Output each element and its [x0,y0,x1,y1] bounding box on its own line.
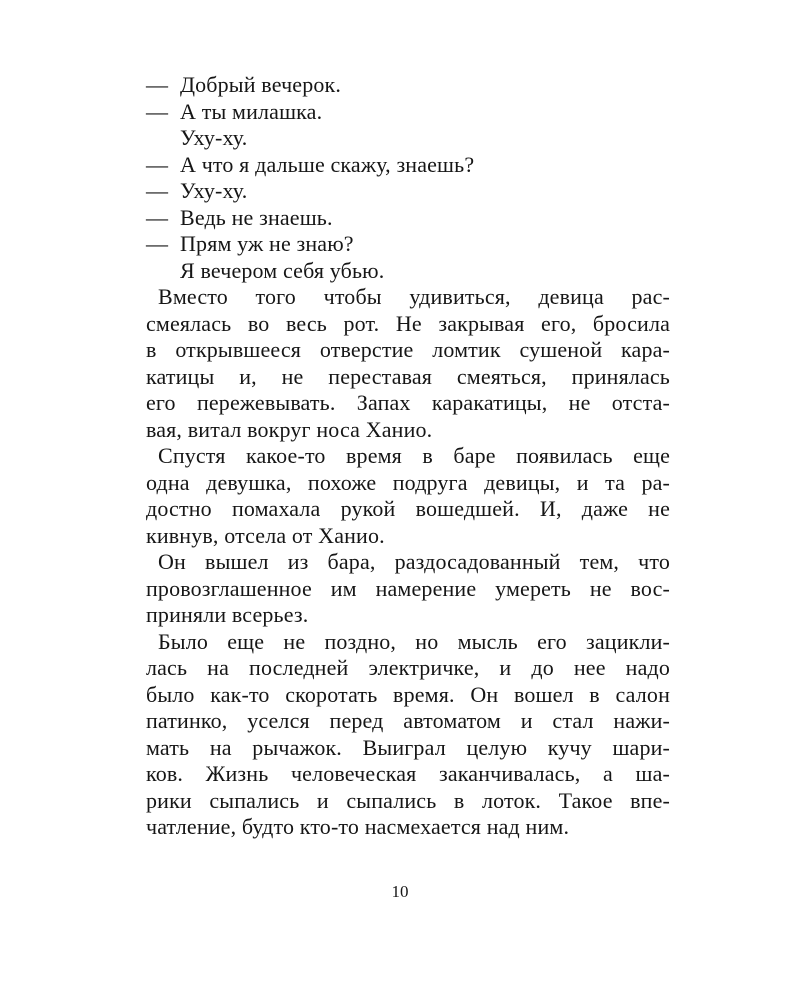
paragraph-line: достно помахала рукой вошедшей. И, даже не [146,496,670,521]
dialogue-line [146,258,670,285]
paragraph-line: лась на последней электричке, и до нее надо [146,655,670,680]
paragraph [146,549,670,629]
dialogue-dash: — [146,204,169,230]
paragraph-line: Было еще не поздно, но мысль его зацикли- [158,628,670,654]
paragraph-line: рики сыпались и сыпались в лоток. Такое впе- [146,787,670,813]
dialogue-line [146,125,670,152]
paragraph-line: патинко, уселся перед автоматом и стал нажи- [146,708,670,733]
dialogue-dash: — [146,231,169,256]
paragraph-line: его пережевывать. Запах каракатицы, не отста- [146,390,670,415]
dialogue-text: Уху-ху. [180,125,248,150]
paragraph-line: чатление, будто кто-то насмехается над ним. [146,814,570,839]
dialogue-text: А ты милашка. [180,98,323,124]
paragraph-line: Вместо того чтобы удивиться, девица рас- [158,284,670,309]
dialogue-text: Я вечером себя убью. [180,257,385,283]
dialogue-dash: — [146,151,169,177]
dialogue-text: Уху-ху. [180,178,248,203]
dialogue-dash: — [146,98,169,124]
dialogue-text: Прям уж не знаю? [180,231,354,256]
paragraph-line: в открывшееся отверстие ломтик сушеной кара- [146,337,670,362]
paragraph [146,443,670,549]
paragraph-line: провозглашенное им намерение умереть не вос- [146,575,670,601]
dialogue-dash: — [146,72,169,97]
body-text [146,72,670,841]
dialogue-text: А что я дальше скажу, знаешь? [180,151,475,177]
dialogue-line [146,99,670,126]
paragraph-line: катицы и, не переставая смеяться, принялась [146,363,670,389]
dialogue-line [146,72,670,99]
paragraph-line: Спустя какое-то время в баре появилась еще [158,443,670,468]
dialogue-text: Добрый вечерок. [180,72,341,97]
paragraph-line: вая, витал вокруг носа Ханио. [146,416,433,442]
dialogue-line [146,205,670,232]
dialogue-line [146,231,670,258]
dialogue-line [146,178,670,205]
dialogue-line [146,152,670,179]
dialogue-text: Ведь не знаешь. [180,204,333,230]
paragraph-line: мать на рычажок. Выиграл целую кучу шари- [146,734,670,760]
page-number: 10 [391,882,409,901]
paragraph [146,629,670,841]
paragraph [146,284,670,443]
paragraph-line: приняли всерьез. [146,602,309,627]
paragraph-line: смеялась во весь рот. Не закрывая его, бросила [146,310,670,336]
paragraph-line: Он вышел из бара, раздосадованный тем, что [158,549,670,574]
paragraph-line: было как-то скоротать время. Он вошел в салон [146,681,670,707]
paragraph-line: кивнув, отсела от Ханио. [146,522,385,548]
paragraph-line: одна девушка, похоже подруга девицы, и та ра- [146,469,670,495]
dialogue-dash: — [146,178,169,203]
paragraph-line: ков. Жизнь человеческая заканчивалась, а ша- [146,761,670,786]
